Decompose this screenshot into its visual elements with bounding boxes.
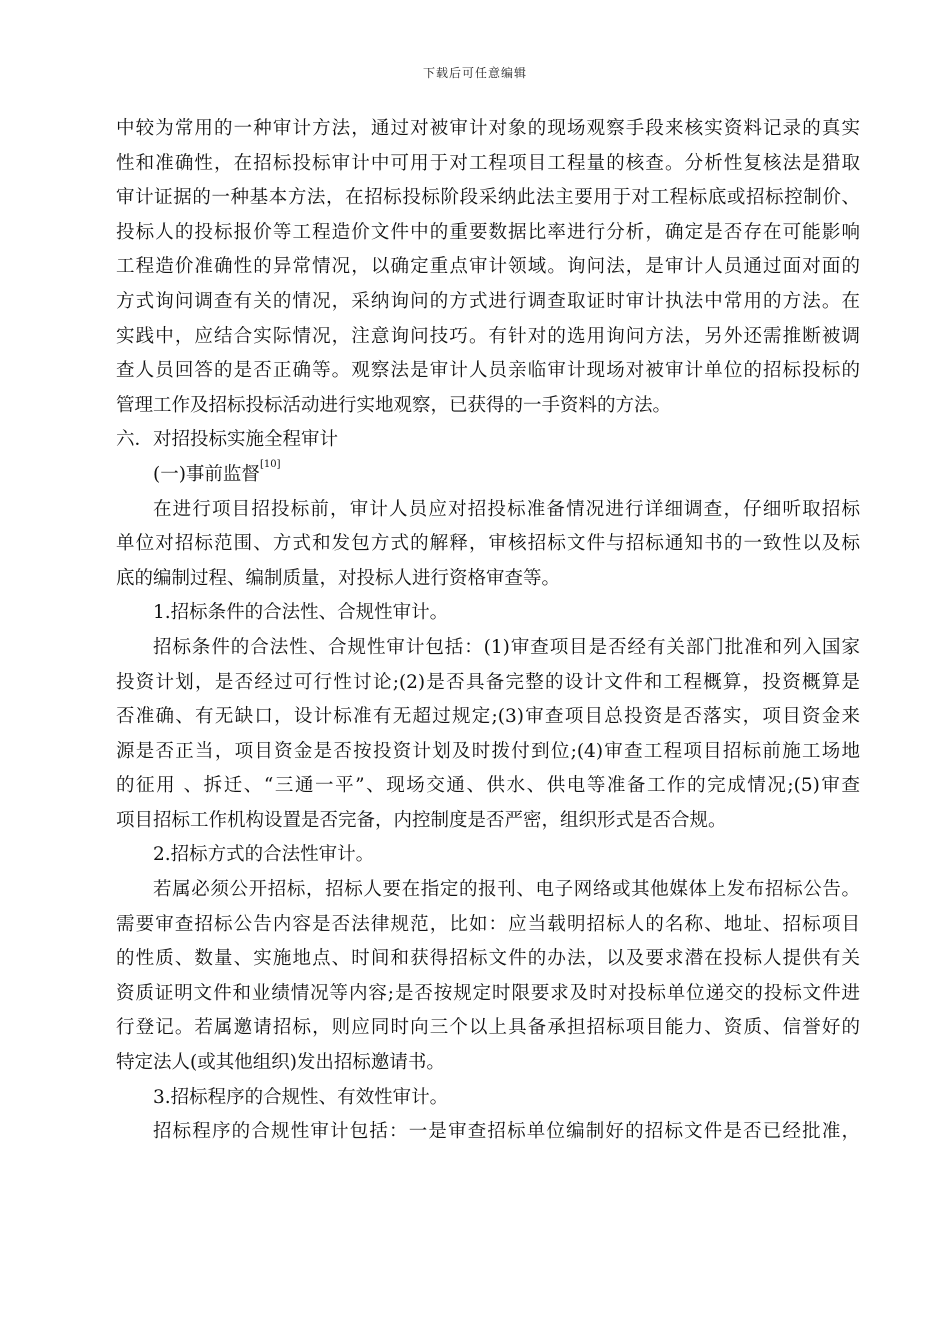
- subsection-heading: [116, 458, 860, 493]
- text-line: 的征用 、拆迁、“三通一平”、现场交通、供水、供电等准备工作的完成情况;(5)审查: [116, 775, 860, 797]
- text-line: 方式询问调查有关的情况，采纳询问的方式进行调查取证时审计执法中常用的方法。在: [116, 290, 860, 312]
- citation-ref: [10]: [259, 458, 281, 470]
- text-line: 的性质、数量、实施地点、时间和获得招标文件的办法，以及要求潜在投标人提供有关: [116, 948, 860, 970]
- text-line: 管理工作及招标投标活动进行实地观察，已获得的一手资料的方法。: [116, 394, 672, 416]
- text-line: 中较为常用的一种审计方法，通过对被审计对象的现场观察手段来核实资料记录的真实: [116, 118, 860, 139]
- text-line: 查人员回答的是否正确等。观察法是审计人员亲临审计现场对被审计单位的招标投标的: [116, 360, 860, 382]
- section-heading: 六．对招投标实施全程审计: [116, 429, 339, 451]
- header-note: 下载后可任意编辑: [422, 66, 527, 80]
- subsection-title: (一)事前监督: [153, 463, 260, 485]
- text-line: 在进行项目招投标前，审计人员应对招投标准备情况进行详细调查，仔细听取招标: [153, 498, 860, 520]
- text-line: 源是否正当，项目资金是否按投资计划及时拨付到位;(4)审查工程项目招标前施工场地: [116, 740, 860, 762]
- item-title: 1.招标条件的合法性、合规性审计。: [153, 602, 449, 624]
- text-line: 项目招标工作机构设置是否完备，内控制度是否严密，组织形式是否合规。: [116, 809, 727, 831]
- text-line: 工程造价准确性的异常情况，以确定重点审计领域。询问法，是审计人员通过面对面的: [116, 256, 860, 278]
- item-title: 2.招标方式的合法性审计。: [153, 844, 375, 866]
- document-body: [116, 112, 860, 1150]
- text-line: 审计证据的一种基本方法，在招标投标阶段采纳此法主要用于对工程标底或招标控制价、: [116, 187, 860, 209]
- text-line: 投标人的投标报价等工程造价文件中的重要数据比率进行分析，确定是否存在可能影响: [116, 221, 860, 243]
- text-line: 招标条件的合法性、合规性审计包括：(1)审查项目是否经有关部门批准和列入国家: [153, 636, 860, 658]
- text-line: 需要审查招标公告内容是否法律规范，比如：应当载明招标人的名称、地址、招标项目: [116, 913, 860, 935]
- text-line: 若属必须公开招标，招标人要在指定的报刊、电子网络或其他媒体上发布招标公告。: [153, 879, 860, 901]
- text-line: 实践中，应结合实际情况，注意询问技巧。有针对的选用询问方法，另外还需推断被调: [116, 325, 860, 347]
- text-line: 否准确、有无缺口，设计标准有无超过规定;(3)审查项目总投资是否落实，项目资金来: [116, 706, 860, 728]
- text-line: 性和准确性，在招标投标审计中可用于对工程项目工程量的核查。分析性复核法是猎取: [116, 152, 860, 174]
- text-line: 行登记。若属邀请招标，则应同时向三个以上具备承担招标项目能力、资质、信誉好的: [116, 1017, 860, 1039]
- text-line: 底的编制过程、编制质量，对投标人进行资格审查等。: [116, 567, 561, 589]
- text-line: 招标程序的合规性审计包括：一是审查招标单位编制好的招标文件是否已经批准，: [153, 1121, 860, 1143]
- text-line: 资质证明文件和业绩情况等内容;是否按规定时限要求及时对投标单位递交的投标文件进: [116, 982, 860, 1004]
- item-title: 3.招标程序的合规性、有效性审计。: [153, 1086, 449, 1108]
- text-line: 特定法人(或其他组织)发出招标邀请书。: [116, 1052, 445, 1074]
- text-line: 单位对招标范围、方式和发包方式的解释，审核招标文件与招标通知书的一致性以及标: [116, 533, 860, 555]
- text-line: 投资计划，是否经过可行性讨论;(2)是否具备完整的设计文件和工程概算，投资概算是: [116, 671, 860, 693]
